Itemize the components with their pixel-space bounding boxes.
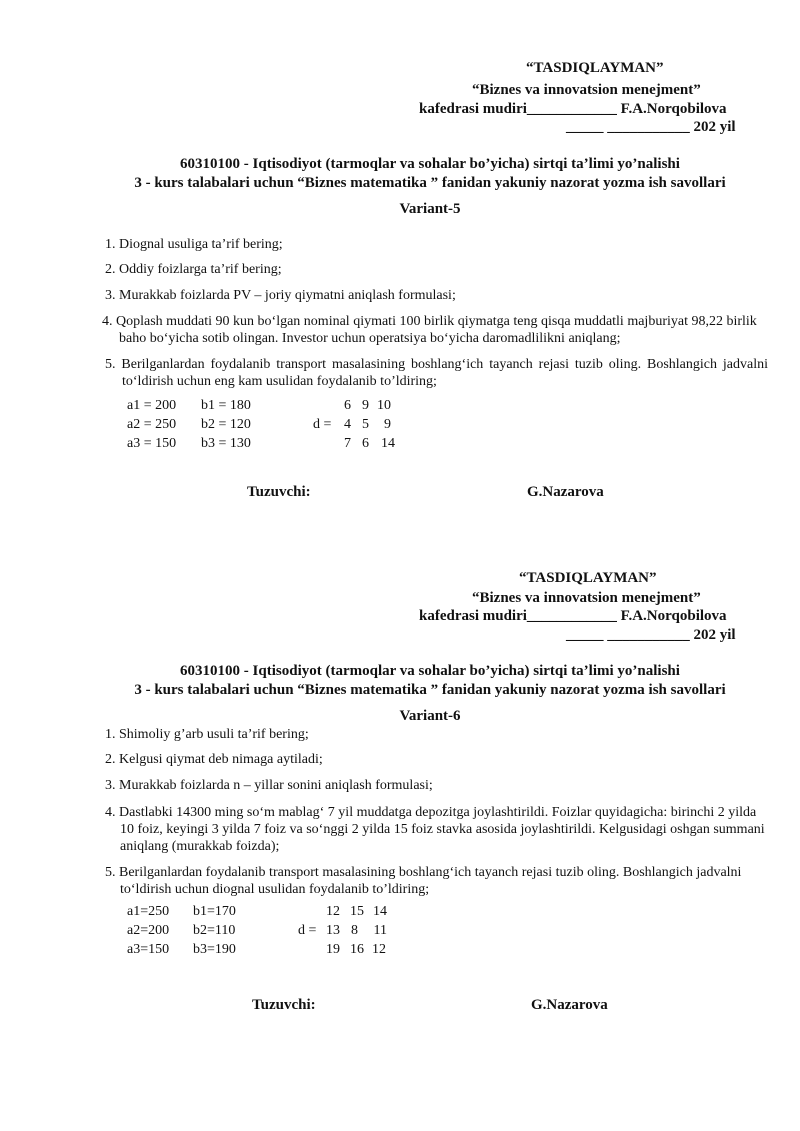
question-3: 3. Murakkab foizlarda n – yillar sonini aniqlash formulasi;: [105, 778, 433, 793]
question-1: 1. Diognal usuliga ta’rif bering;: [105, 237, 283, 252]
demand-b1: b1 = 180: [201, 398, 251, 413]
compiler-name: G.Nazarova: [531, 997, 608, 1013]
matrix-cell: 13: [326, 923, 340, 938]
question-3: 3. Murakkab foizlarda PV – joriy qiymatni aniqlash formulasi;: [105, 288, 456, 303]
approval-title: “TASDIQLAYMAN”: [526, 60, 664, 76]
variant-title: Variant-6: [399, 708, 461, 724]
supply-a2: a2 = 250: [127, 417, 177, 432]
question-1: 1. Shimoliy g’arb usuli ta’rif bering;: [105, 727, 309, 742]
matrix-cell: 11: [373, 923, 387, 938]
supply-a1: a1=250: [127, 904, 170, 919]
supply-a3: a3=150: [127, 942, 170, 957]
approval-head: kafedrasi mudiri____________ F.A.Norqobilova: [419, 101, 727, 117]
matrix-cell: 12: [326, 904, 340, 919]
demand-b2: b2 = 120: [201, 417, 251, 432]
question-5: 5. Berilganlardan foydalanib transport masalasining boshlang‘ich tayanch rejasi tuzib oling. Boshlangich jadvalni to‘ldirish uchun diognal usulidan foydalanib to’ldiring;: [105, 865, 742, 897]
variant-title: Variant-5: [399, 201, 461, 217]
matrix-cell: 12: [372, 942, 386, 957]
supply-a3: a3 = 150: [127, 436, 177, 451]
matrix-cell: 7: [344, 436, 351, 451]
question-2: 2. Kelgusi qiymat deb nimaga aytiladi;: [105, 752, 323, 767]
matrix-cell: 14: [381, 436, 395, 451]
approval-title: “TASDIQLAYMAN”: [519, 570, 657, 586]
matrix-cell: 15: [350, 904, 364, 919]
heading-line-2: 3 - kurs talabalari uchun “Biznes matematika ” fanidan yakuniy nazorat yozma ish savollari: [134, 682, 726, 698]
matrix-label: d =: [298, 923, 317, 938]
approval-date: _____ ___________ 202 yil: [566, 119, 736, 135]
question-4: 4. Dastlabki 14300 ming so‘m mablag‘ 7 yil muddatga depozitga joylashtirildi. Foizlar quyidagicha: birinchi 2 yilda 10 foiz, keyingi 3 yilda 7 foiz va so‘nggi 2 yilda 15 foiz stavka asosida joylashtirildi. Kelgusidagi oshgan summani aniqlang (murakkab foizda);: [105, 805, 765, 854]
matrix-cell: 10: [377, 398, 391, 413]
supply-a2: a2=200: [127, 923, 170, 938]
approval-date: _____ ___________ 202 yil: [566, 627, 736, 643]
matrix-cell: 16: [350, 942, 364, 957]
heading-line-2: 3 - kurs talabalari uchun “Biznes matematika ” fanidan yakuniy nazorat yozma ish savollari: [134, 175, 726, 191]
matrix-cell: 19: [326, 942, 340, 957]
matrix-cell: 9: [362, 398, 369, 413]
matrix-cell: 8: [351, 923, 358, 938]
demand-b1: b1=170: [193, 904, 236, 919]
heading-line-1: 60310100 - Iqtisodiyot (tarmoqlar va sohalar bo’yicha) sirtqi ta’limi yo’nalishi: [180, 663, 680, 679]
compiler-label: Tuzuvchi:: [247, 484, 311, 500]
heading-line-1: 60310100 - Iqtisodiyot (tarmoqlar va sohalar bo’yicha) sirtqi ta’limi yo’nalishi: [180, 156, 680, 172]
question-4: 4. Qoplash muddati 90 kun bo‘lgan nominal qiymati 100 birlik qiymatga teng qisqa muddatli majburiyat 98,22 birlik baho bo‘yicha sotib olingan. Investor uchun operatsiya bo‘yicha daromadlilikni aniqlang;: [102, 314, 757, 346]
question-2: 2. Oddiy foizlarga ta’rif bering;: [105, 262, 282, 277]
matrix-cell: 4: [344, 417, 351, 432]
matrix-cell: 5: [362, 417, 369, 432]
matrix-cell: 6: [362, 436, 369, 451]
supply-a1: a1 = 200: [127, 398, 177, 413]
matrix-label: d =: [313, 417, 332, 432]
approval-department: “Biznes va innovatsion menejment”: [472, 82, 701, 98]
compiler-label: Tuzuvchi:: [252, 997, 316, 1013]
demand-b3: b3=190: [193, 942, 236, 957]
compiler-name: G.Nazarova: [527, 484, 604, 500]
approval-department: “Biznes va innovatsion menejment”: [472, 590, 701, 606]
matrix-cell: 6: [344, 398, 351, 413]
matrix-cell: 14: [373, 904, 387, 919]
approval-head: kafedrasi mudiri____________ F.A.Norqobilova: [419, 608, 727, 624]
matrix-cell: 9: [384, 417, 391, 432]
demand-b2: b2=110: [193, 923, 236, 938]
question-5: 5. Berilganlardan foydalanib transport masalasining boshlang‘ich tayanch rejasi tuzib oling. Boshlangich jadvalni to‘ldirish uchun eng kam usulidan foydalanib to’ldiring;: [105, 357, 768, 389]
demand-b3: b3 = 130: [201, 436, 251, 451]
